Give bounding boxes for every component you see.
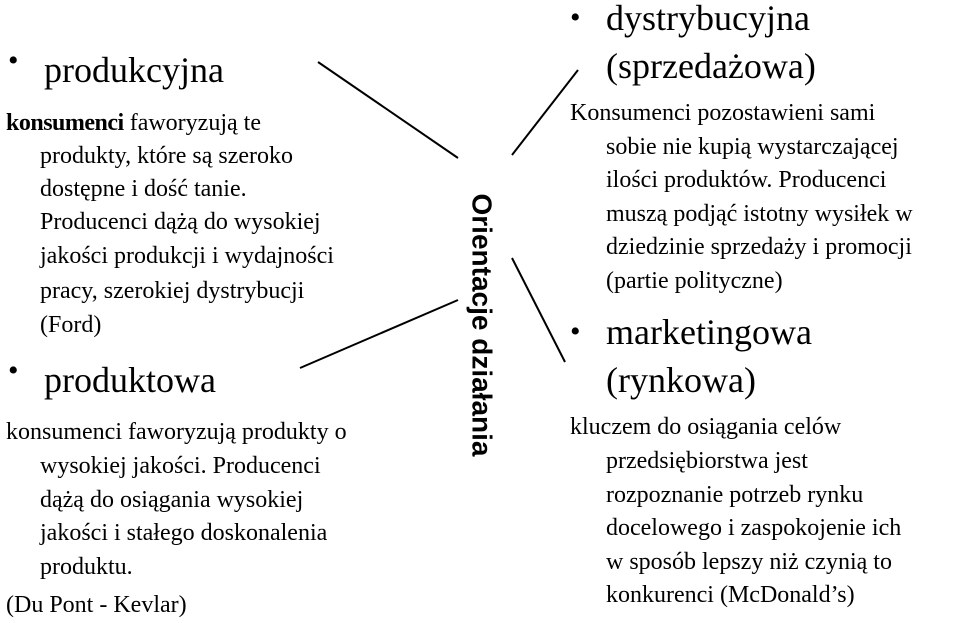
- connector-produktowa: [300, 300, 458, 368]
- produktowa-line-3: dążą do osiągania wysokiej: [40, 487, 304, 513]
- marketingowa-line-6: konkurenci (McDonald’s): [606, 582, 855, 608]
- produkcyjna-line-2: produkty, które są szeroko: [40, 143, 294, 169]
- connector-produkcyjna: [318, 62, 458, 158]
- center-title-wrapper: [456, 160, 506, 490]
- produktowa-line-2: wysokiej jakości. Producenci: [40, 453, 321, 479]
- dystrybucyjna-line-1: Konsumenci pozostawieni sami: [570, 100, 876, 126]
- marketingowa-line-4: docelowego i zaspokojenie ich: [606, 515, 902, 541]
- heading-dystrybucyjna: dystrybucyjna: [606, 0, 810, 38]
- produkcyjna-line-7: (Ford): [40, 312, 102, 338]
- connector-marketingowa: [512, 258, 565, 362]
- bullet-icon: •: [570, 1, 581, 34]
- produktowa-line-1: konsumenci faworyzują produkty o: [6, 419, 347, 445]
- marketingowa-line-3: rozpoznanie potrzeb rynku: [606, 482, 864, 508]
- produkcyjna-line-6: pracy, szerokiej dystrybucji: [40, 278, 305, 304]
- bullet-dystrybucyjna: [570, 0, 810, 42]
- dystrybucyjna-line-3: ilości produktów. Producenci: [606, 167, 887, 193]
- bullet-marketingowa: [570, 308, 812, 356]
- produktowa-line-5: produktu.: [40, 554, 133, 580]
- produkcyjna-line-1: [6, 106, 261, 140]
- right-column: [566, 0, 960, 623]
- label-konsumenci: konsumenci: [6, 110, 124, 136]
- center-title: Orientacje działania: [466, 193, 497, 457]
- dystrybucyjna-line-6: (partie polityczne): [606, 268, 783, 294]
- produktowa-line-6: (Du Pont - Kevlar): [6, 592, 187, 618]
- marketingowa-line-2: przedsiębiorstwa jest: [606, 448, 808, 474]
- bullet-produkcyjna: [8, 46, 224, 94]
- bullet-icon: •: [8, 44, 19, 77]
- dystrybucyjna-line-4: muszą podjąć istotny wysiłek w: [606, 201, 913, 227]
- heading-produktowa: produktowa: [44, 360, 216, 400]
- produkcyjna-line-3: dostępne i dość tanie.: [40, 176, 247, 202]
- produkcyjna-line-1-rest: faworyzują te: [123, 110, 261, 136]
- bullet-icon: •: [570, 315, 581, 348]
- heading-produkcyjna: produkcyjna: [44, 50, 224, 90]
- produktowa-line-4: jakości i stałego doskonalenia: [40, 520, 328, 546]
- heading-sprzedazowa: (sprzedażowa): [606, 46, 816, 86]
- marketingowa-line-1: kluczem do osiągania celów: [570, 414, 842, 440]
- marketingowa-line-5: w sposób lepszy niż czynią to: [606, 549, 892, 575]
- heading-marketingowa: marketingowa: [606, 312, 812, 352]
- dystrybucyjna-line-5: dziedzinie sprzedaży i promocji: [606, 234, 912, 260]
- produkcyjna-line-5: jakości produkcji i wydajności: [40, 243, 334, 269]
- dystrybucyjna-line-2: sobie nie kupią wystarczającej: [606, 134, 899, 160]
- bullet-produktowa: [8, 356, 216, 404]
- bullet-icon: •: [8, 354, 19, 387]
- produkcyjna-line-4: Producenci dążą do wysokiej: [40, 209, 321, 235]
- heading-rynkowa: (rynkowa): [606, 360, 756, 400]
